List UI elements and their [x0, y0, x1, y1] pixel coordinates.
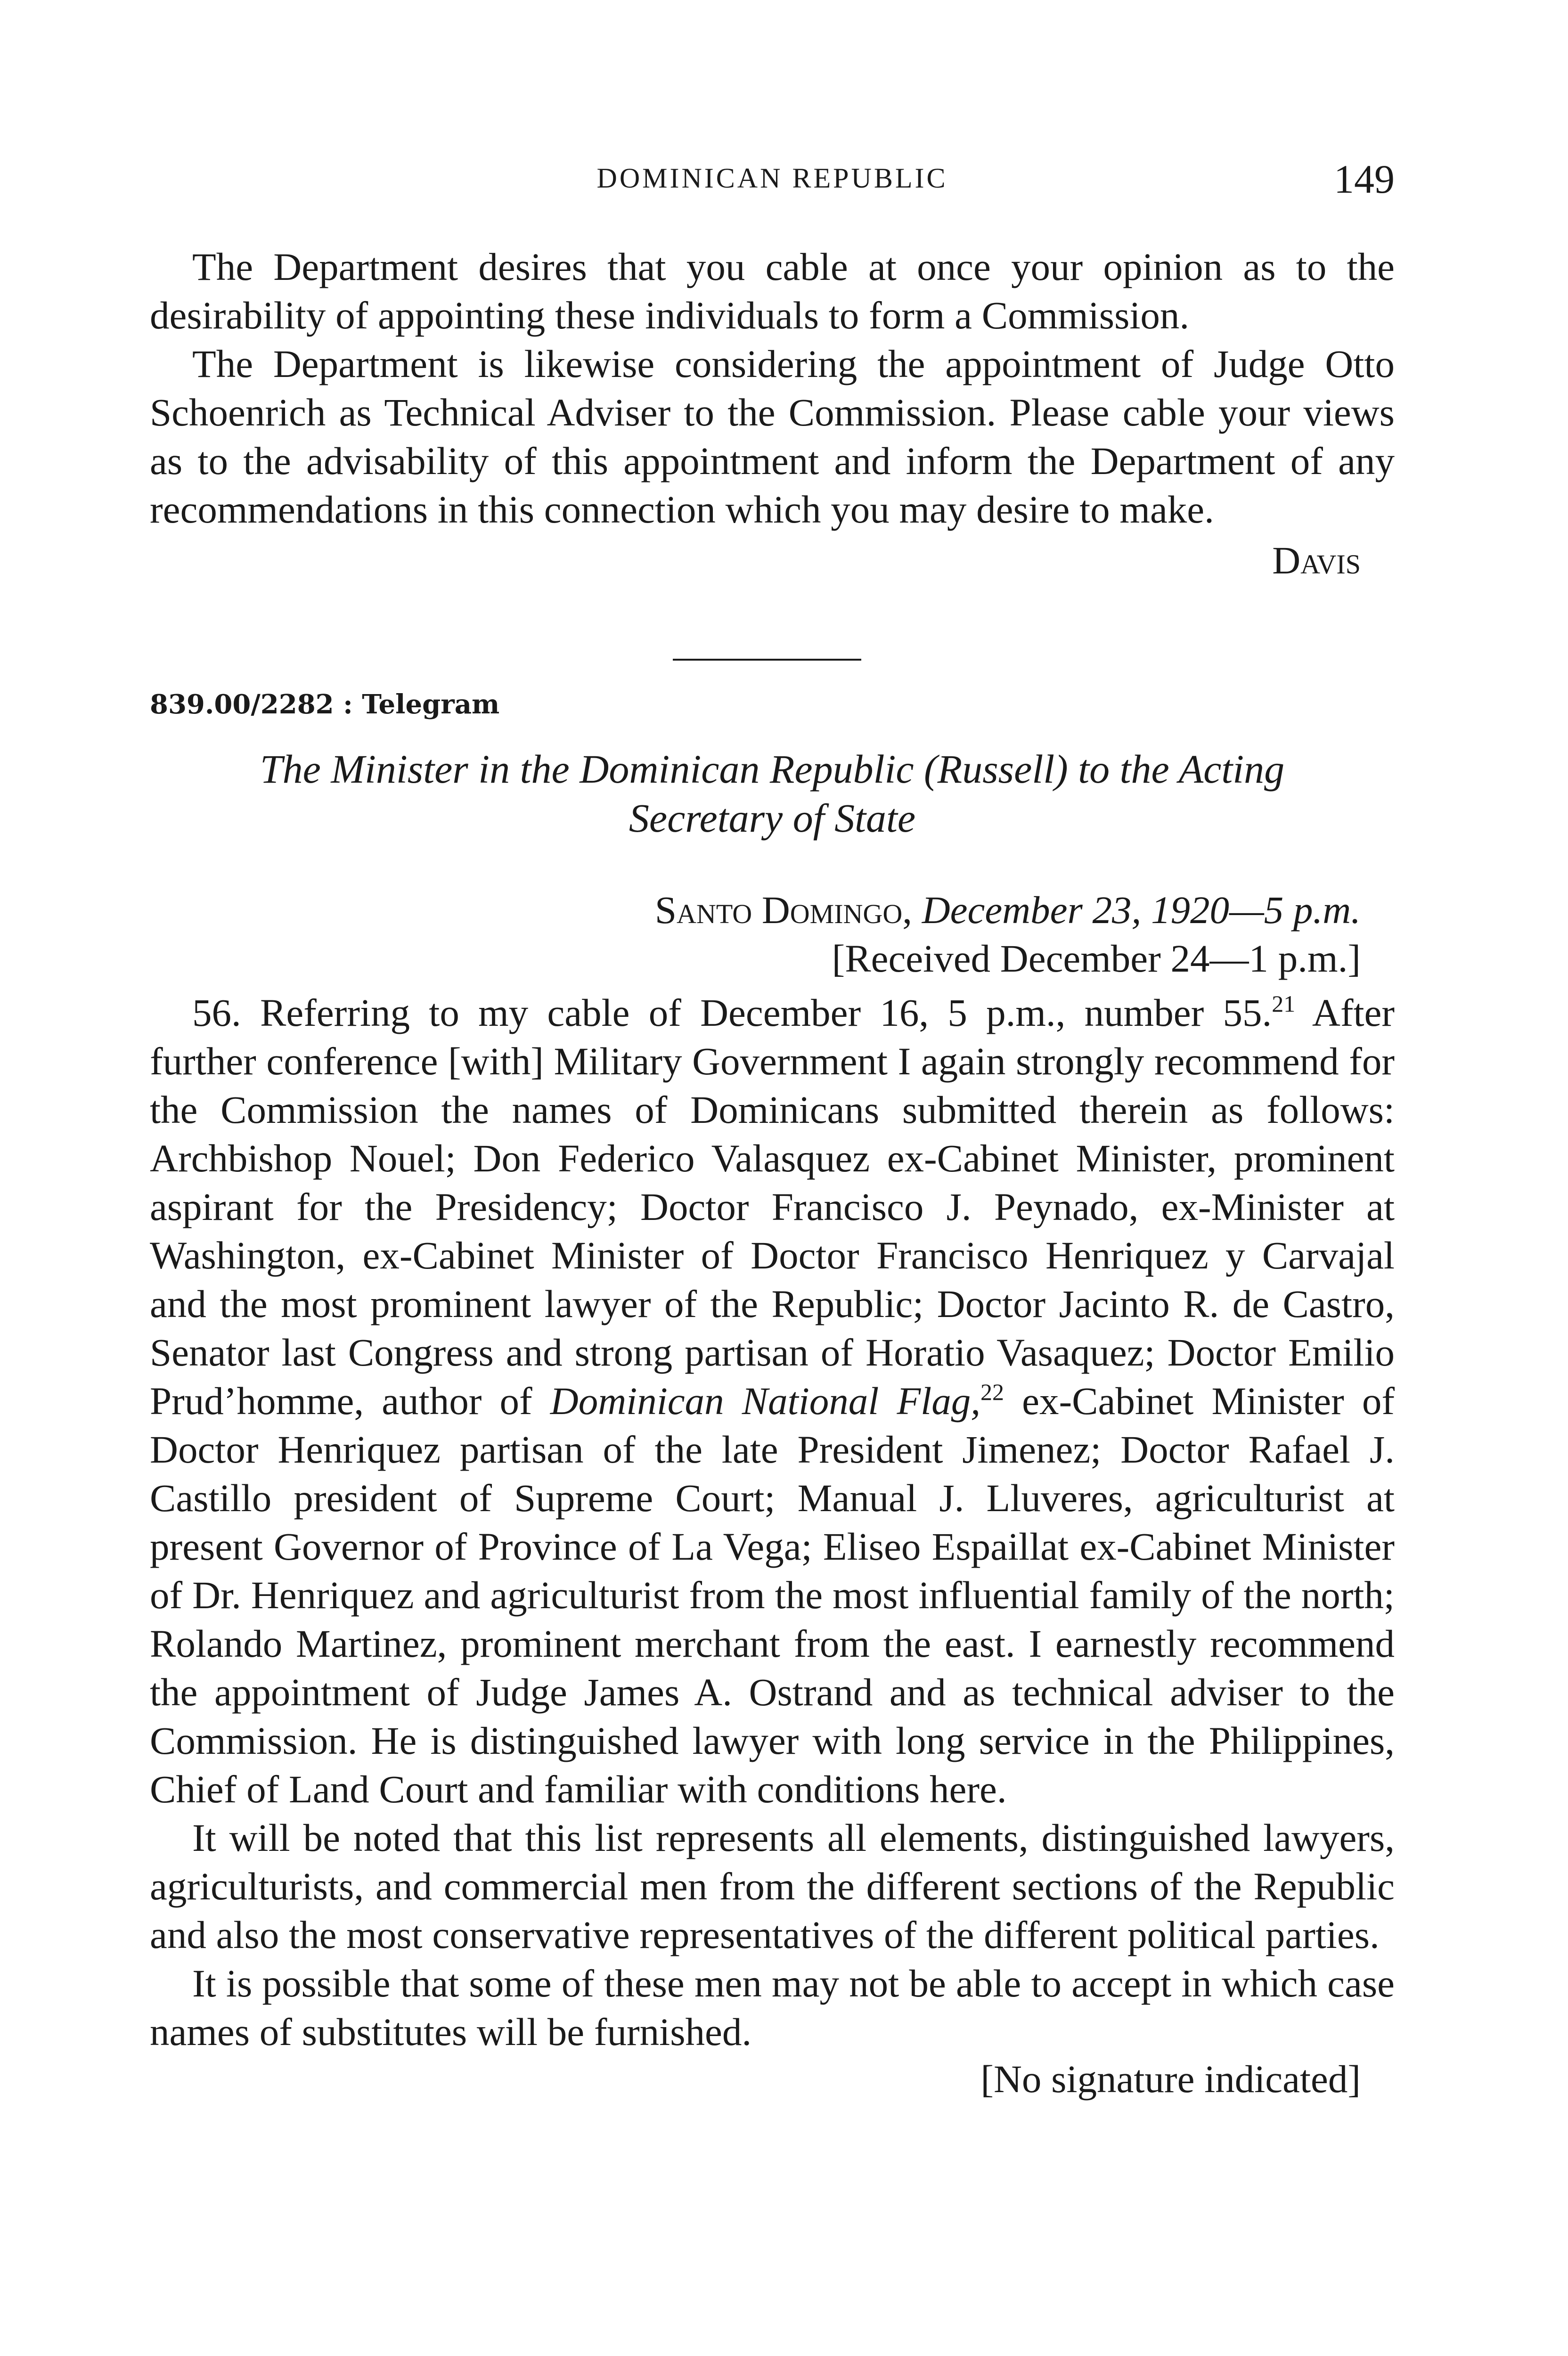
text-run: ex-Cabinet Minister of Doctor Henriquez partisan of the late President Jimenez; Doctor Rafael J. Castillo president of Supreme Court; Manual J. Lluveres, agriculturist at present Governor of Province of La Vega; Eliseo Espaillat ex-Cabinet Minister of Dr. Henriquez and agriculturist from the most influential family of the north; Rolando Martinez, prominent merchant from the east. I earnestly recommend the appointment of Judge James A. Ostrand and as technical adviser to the Commission. He is distinguished lawyer with long service in the Philippines, Chief of Land Court and familiar with conditions here. — [150, 1379, 1395, 1811]
paragraph: It is possible that some of these men may not be able to accept in which case names of substitutes will be furnished. — [150, 1962, 1395, 2053]
page-number: 149 — [1334, 156, 1395, 202]
paragraph: The Department is likewise considering the appointment of Judge Otto Schoenrich as Technical Adviser to the Commission. Please cable your views as to the advisability of this appointment and inform the Department of any recommendations in this connection which you may desire to make. — [150, 342, 1395, 531]
telegram-body — [150, 989, 1395, 2102]
footnote-ref: 21 — [1272, 990, 1296, 1017]
text-run: After further conference [with] Military Government I again strongly recommend for the Commission the names of Dominicans submitted therein as follows: Archbishop Nouel; Don Federico Valasquez ex-Cabinet Minister, prominent aspirant for the Presidency; Doctor Francisco J. Peynado, ex-Minister at Washington, ex-Cabinet Minister of Doctor Francisco Henriquez y Carvajal and the most prominent lawyer of the Republic; Doctor Jacinto R. de Castro, Senator last Congress and strong partisan of Horatio Vasaquez; Doctor Emilio Prud’homme, author of — [150, 991, 1395, 1423]
footnote-ref: 22 — [980, 1379, 1004, 1405]
previous-document-ending — [150, 243, 1395, 583]
place: Santo Domingo, — [654, 888, 912, 932]
signature-note: [No signature indicated] — [980, 2057, 1361, 2101]
document-title — [150, 744, 1395, 843]
signature: Davis — [1272, 539, 1361, 582]
date: December 23, 1920—5 p.m. — [922, 888, 1361, 932]
running-header — [150, 155, 1395, 203]
section-divider — [673, 659, 861, 661]
italic-title: Dominican National Flag, — [550, 1379, 980, 1423]
received-note: [Received December 24—1 p.m.] — [832, 937, 1361, 980]
title-line: The Minister in the Dominican Republic (Russell) to the Acting — [260, 746, 1285, 792]
dateline — [655, 886, 1361, 983]
text-run: 56. Referring to my cable of December 16, 5 p.m., number 55. — [192, 991, 1272, 1034]
place-date — [655, 886, 1361, 934]
title-line: Secretary of State — [629, 795, 916, 841]
file-reference: 839.00/2282 : Telegram — [150, 689, 500, 720]
paragraph: It will be noted that this list represents all elements, distinguished lawyers, agriculturists, and commercial men from the different sections of the Republic and also the most conservative representatives of the different political parties. — [150, 1816, 1395, 1956]
paragraph: The Department desires that you cable at once your opinion as to the desirability of appointing these individuals to form a Commission. — [150, 245, 1395, 337]
paragraph — [150, 989, 1395, 1814]
running-title: DOMINICAN REPUBLIC — [596, 163, 948, 194]
